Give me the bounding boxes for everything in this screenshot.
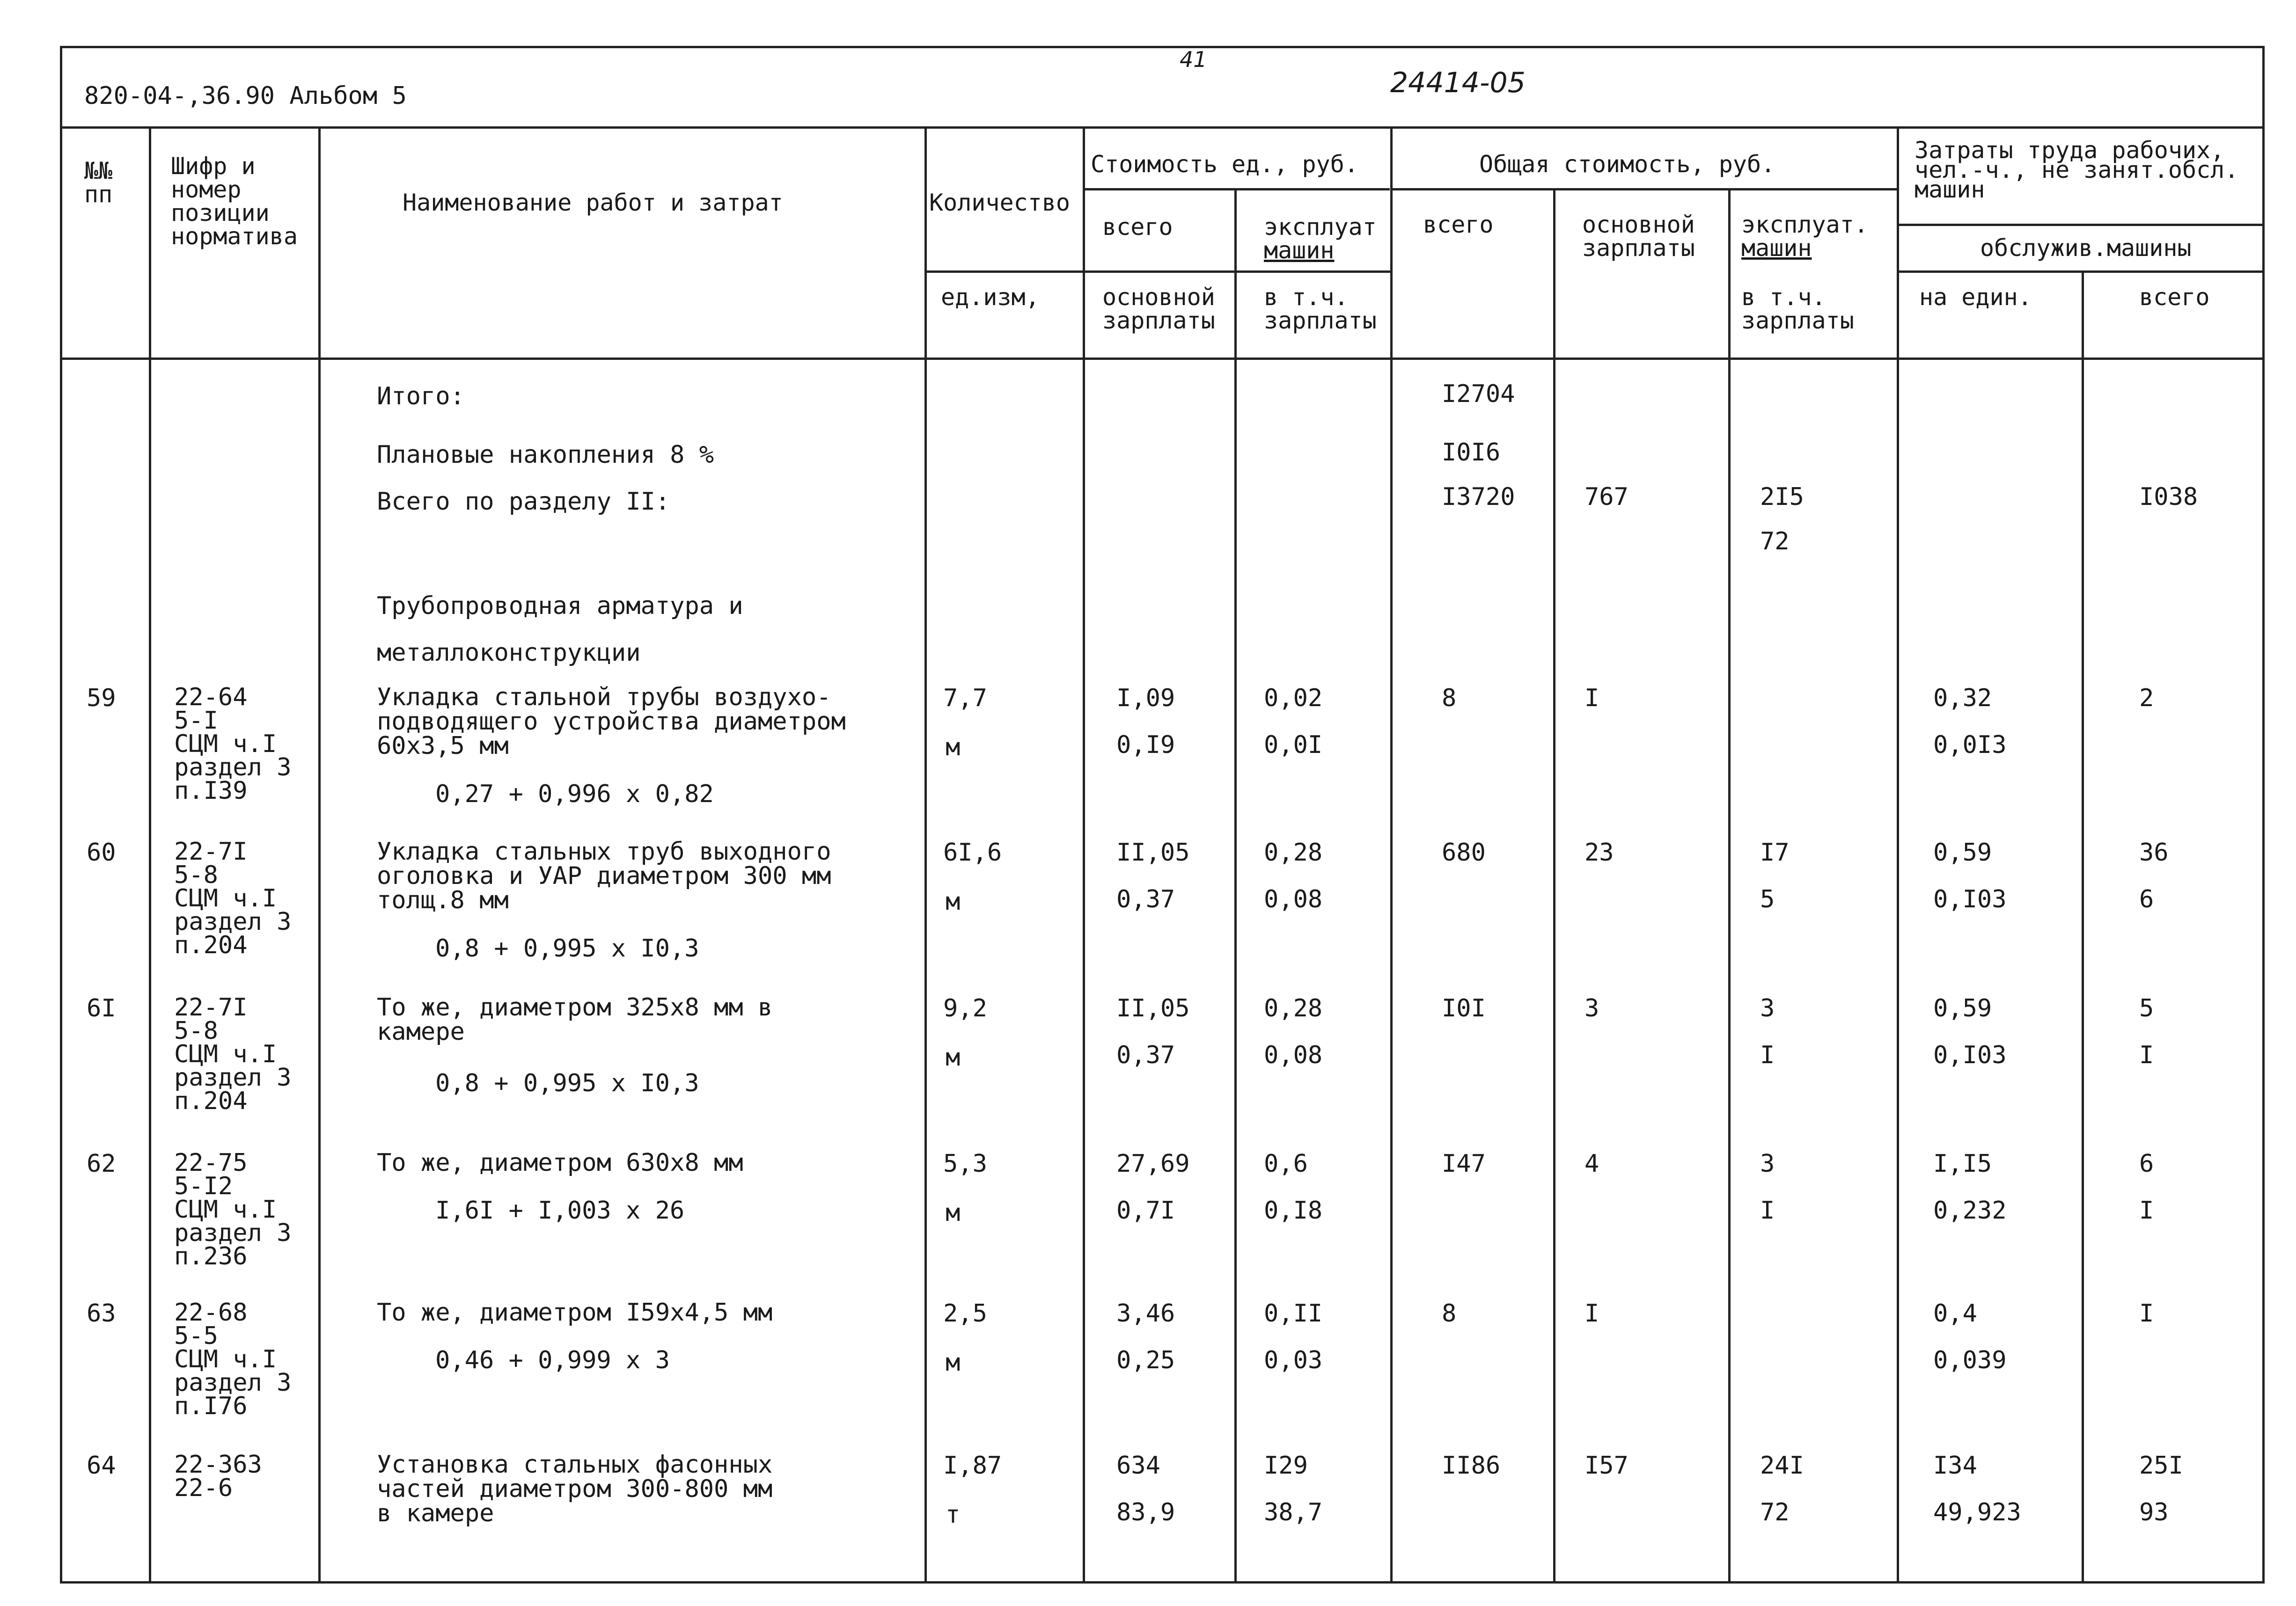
row-tc-total: 680 — [1442, 839, 1486, 867]
summary-section-labor: I038 — [2139, 483, 2198, 511]
row-code-line: п.236 — [174, 1242, 248, 1270]
row-num: 6I — [87, 994, 116, 1022]
album-reference: 820-04-,36.90 Альбом 5 — [84, 82, 407, 110]
row-qty: 5,3 — [943, 1150, 987, 1178]
row-code-line: п.I76 — [174, 1392, 248, 1420]
col-rule-4 — [1083, 126, 1085, 1584]
row-code-line: СЦМ ч.I — [174, 884, 277, 912]
row-code-line: 5-8 — [174, 861, 218, 889]
row-num: 59 — [87, 684, 116, 712]
row-name-line: То же, диаметром I59х4,5 мм — [377, 1299, 773, 1327]
row-code-line: 5-8 — [174, 1017, 218, 1045]
row-code-line: раздел 3 — [174, 908, 292, 936]
header-unit: ед.изм, — [941, 284, 1040, 311]
col-rule-3 — [924, 126, 927, 1584]
header-labor: Затраты труда рабочих, чел.-ч., не занят.обсл. машин — [1915, 137, 2239, 203]
row-labor-total2: 6 — [2139, 885, 2154, 913]
row-formula: 0,8 + 0,995 х I0,3 — [435, 934, 699, 963]
row-tc-total: I0I — [1442, 994, 1486, 1022]
row-name-line: Укладка стальной трубы воздухо- — [377, 683, 831, 711]
row-formula: 0,27 + 0,996 х 0,82 — [435, 780, 714, 808]
row-qty: 6I,6 — [943, 839, 1002, 867]
row-tc-total: 8 — [1442, 684, 1457, 712]
row-unit: м — [946, 888, 961, 916]
header-num: №№ пп — [84, 157, 113, 208]
row-labor-total: 6 — [2139, 1150, 2154, 1178]
row-name-line: камере — [377, 1018, 465, 1046]
row-qty: 2,5 — [943, 1299, 987, 1328]
row-uc-incl: 0,08 — [1264, 1041, 1323, 1069]
row-name-line: в камере — [377, 1499, 494, 1527]
row-tc-machines: 24I — [1760, 1452, 1804, 1480]
header-tc-wages: основной зарплаты — [1582, 211, 1695, 262]
labor-rule-2 — [1897, 270, 2265, 273]
row-tc-wages: I57 — [1584, 1452, 1628, 1480]
row-num: 62 — [87, 1150, 116, 1178]
row-code-line: п.I39 — [174, 777, 248, 805]
col-rule-6 — [1390, 126, 1393, 1584]
row-tc-machines: 3 — [1760, 994, 1775, 1022]
row-tc-wages: 23 — [1584, 839, 1614, 867]
row-unit: м — [946, 733, 961, 761]
row-code-line: раздел 3 — [174, 753, 292, 781]
row-uc-wages: 0,7I — [1116, 1197, 1175, 1225]
row-labor-unit2: 49,923 — [1933, 1498, 2021, 1526]
col-rule-8 — [1728, 188, 1731, 1584]
page-number: 41 — [1180, 47, 1207, 72]
row-labor-unit: 0,4 — [1933, 1299, 1977, 1328]
row-uc-total: 3,46 — [1116, 1299, 1175, 1328]
row-code-line: СЦМ ч.I — [174, 1196, 277, 1224]
header-total-cost: Общая стоимость, руб. — [1479, 151, 1775, 178]
header-code: Шифр и номер позиции норматива — [171, 153, 298, 250]
row-uc-machines: I29 — [1264, 1452, 1308, 1480]
row-uc-total: II,05 — [1116, 839, 1190, 867]
row-code-line: п.204 — [174, 1087, 248, 1115]
row-labor-total2: I — [2139, 1041, 2154, 1069]
header-labor-serv: обслужив.машины — [1980, 234, 2192, 262]
row-unit: м — [946, 1349, 961, 1377]
row-labor-unit: 0,59 — [1933, 994, 1992, 1022]
row-labor-unit2: 0,I03 — [1933, 1041, 2007, 1069]
row-tc-incl: I — [1760, 1197, 1775, 1225]
summary-plan-label: Плановые накопления 8 % — [377, 441, 714, 469]
row-labor-unit: 0,32 — [1933, 684, 1992, 712]
row-uc-wages: 0,25 — [1116, 1346, 1175, 1374]
col-rule-1 — [149, 126, 151, 1584]
row-tc-wages: I — [1584, 684, 1599, 712]
total-cost-rule — [1390, 188, 1897, 190]
summary-section-label: Всего по разделу II: — [377, 488, 670, 516]
row-uc-machines: 0,6 — [1264, 1150, 1308, 1178]
row-labor-unit2: 0,0I3 — [1933, 731, 2007, 759]
row-code-line: 22-64 — [174, 683, 248, 711]
row-uc-wages: 0,I9 — [1116, 731, 1175, 759]
row-uc-wages: 0,37 — [1116, 1041, 1175, 1069]
header-tc-incl: в т.ч. зарплаты — [1741, 284, 1854, 334]
row-name-line: оголовка и УАР диаметром 300 мм — [377, 862, 831, 890]
col-rule-2 — [318, 126, 321, 1584]
row-labor-unit: I,I5 — [1933, 1150, 1992, 1178]
row-tc-wages: I — [1584, 1299, 1599, 1328]
summary-section-wages: 767 — [1584, 483, 1628, 511]
row-labor-unit: 0,59 — [1933, 839, 1992, 867]
row-tc-total: I47 — [1442, 1150, 1486, 1178]
row-uc-wages: 83,9 — [1116, 1498, 1175, 1526]
row-unit: т — [946, 1501, 961, 1529]
header-labor-unit: на един. — [1919, 284, 2032, 311]
row-tc-wages: 4 — [1584, 1150, 1599, 1178]
row-unit: м — [946, 1199, 961, 1227]
summary-itogo-label: Итого: — [377, 382, 465, 410]
col-rule-10 — [2082, 270, 2084, 1584]
row-name-line: подводящего устройства диаметром — [377, 708, 846, 736]
row-labor-total2: 93 — [2139, 1498, 2169, 1526]
row-uc-incl: 0,0I — [1264, 731, 1323, 759]
row-code-line: 5-5 — [174, 1322, 218, 1350]
row-code-line: 22-7I — [174, 838, 248, 866]
row-num: 64 — [87, 1452, 116, 1480]
row-code-line: раздел 3 — [174, 1219, 292, 1247]
row-num: 60 — [87, 839, 116, 867]
row-code-line: 22-6 — [174, 1474, 233, 1502]
row-tc-machines: 3 — [1760, 1150, 1775, 1178]
row-labor-total: 5 — [2139, 994, 2154, 1022]
row-labor-total: 2 — [2139, 684, 2154, 712]
row-code-line: 5-I2 — [174, 1172, 233, 1200]
row-uc-incl: 0,03 — [1264, 1346, 1323, 1374]
header-quantity: Количество — [929, 189, 1071, 216]
group-title: Трубопроводная арматура и металлоконструкции — [377, 592, 743, 667]
summary-section-incl: 72 — [1760, 527, 1790, 555]
row-name-line: Установка стальных фасонных — [377, 1451, 773, 1479]
row-code-line: 22-7I — [174, 993, 248, 1022]
header-uc-incl: в т.ч. зарплаты — [1264, 284, 1377, 334]
row-labor-unit2: 0,I03 — [1933, 885, 2007, 913]
row-code-line: раздел 3 — [174, 1369, 292, 1397]
header-labor-total: всего — [2139, 284, 2210, 311]
header-uc-machines: эксплуат машин — [1264, 213, 1377, 264]
row-name-line: То же, диаметром 325х8 мм в — [377, 993, 773, 1022]
row-name-line: 60х3,5 мм — [377, 732, 509, 760]
row-uc-total: 27,69 — [1116, 1150, 1190, 1178]
row-code-line: 22-68 — [174, 1299, 248, 1327]
row-uc-machines: 0,28 — [1264, 994, 1323, 1022]
row-uc-total: II,05 — [1116, 994, 1190, 1022]
row-qty: I,87 — [943, 1452, 1002, 1480]
row-tc-incl: I — [1760, 1041, 1775, 1069]
subheader-rule — [924, 270, 1390, 273]
header-top-rule — [60, 126, 2265, 129]
labor-rule-1 — [1897, 224, 2265, 226]
header-unit-cost: Стоимость ед., руб. — [1091, 151, 1358, 178]
row-tc-total: 8 — [1442, 1299, 1457, 1328]
row-uc-total: 634 — [1116, 1452, 1160, 1480]
row-code-line: 22-75 — [174, 1149, 248, 1177]
row-uc-machines: 0,28 — [1264, 839, 1323, 867]
header-tc-total: всего — [1423, 211, 1494, 238]
summary-itogo-total: I2704 — [1442, 380, 1515, 408]
summary-plan-total: I0I6 — [1442, 438, 1501, 467]
row-labor-total: 36 — [2139, 839, 2169, 867]
header-bottom-rule — [60, 358, 2265, 360]
row-code-line: СЦМ ч.I — [174, 1345, 277, 1373]
row-qty: 9,2 — [943, 994, 987, 1022]
col-rule-9 — [1897, 126, 1899, 1584]
row-num: 63 — [87, 1299, 116, 1328]
header-uc-wages: основной зарплаты — [1102, 284, 1215, 334]
row-formula: 0,46 + 0,999 х 3 — [435, 1346, 670, 1374]
header-tc-machines: эксплуат. машин — [1741, 211, 1868, 262]
row-uc-machines: 0,02 — [1264, 684, 1323, 712]
row-uc-machines: 0,II — [1264, 1299, 1323, 1328]
row-labor-unit2: 0,039 — [1933, 1346, 2007, 1374]
row-code-line: раздел 3 — [174, 1064, 292, 1092]
row-formula: I,6I + I,003 х 26 — [435, 1197, 685, 1225]
header-name: Наименование работ и затрат — [403, 189, 783, 216]
col-rule-7 — [1553, 188, 1555, 1584]
row-labor-unit: I34 — [1933, 1452, 1977, 1480]
row-uc-incl: 38,7 — [1264, 1498, 1323, 1526]
row-uc-incl: 0,08 — [1264, 885, 1323, 913]
row-tc-machines: I7 — [1760, 839, 1790, 867]
row-labor-total: 25I — [2139, 1452, 2183, 1480]
row-code-line: п.204 — [174, 931, 248, 959]
row-unit: м — [946, 1044, 961, 1072]
col-rule-5 — [1234, 188, 1237, 1584]
row-uc-wages: 0,37 — [1116, 885, 1175, 913]
row-name-line: Укладка стальных труб выходного — [377, 838, 831, 866]
row-name-line: толщ.8 мм — [377, 886, 509, 914]
row-formula: 0,8 + 0,995 х I0,3 — [435, 1069, 699, 1097]
summary-section-machines: 2I5 — [1760, 483, 1804, 511]
row-tc-incl: 5 — [1760, 885, 1775, 913]
row-code-line: 22-363 — [174, 1451, 262, 1479]
row-code-line: СЦМ ч.I — [174, 1040, 277, 1068]
row-qty: 7,7 — [943, 684, 987, 712]
row-labor-total2: I — [2139, 1197, 2154, 1225]
row-code-line: 5-I — [174, 707, 218, 735]
row-tc-total: II86 — [1442, 1452, 1501, 1480]
row-name-line: частей диаметром 300-800 мм — [377, 1475, 773, 1503]
row-labor-total: I — [2139, 1299, 2154, 1328]
row-uc-incl: 0,I8 — [1264, 1197, 1323, 1225]
row-tc-wages: 3 — [1584, 994, 1599, 1022]
handwritten-code: 24414-05 — [1390, 66, 1526, 99]
row-uc-total: I,09 — [1116, 684, 1175, 712]
summary-section-total: I3720 — [1442, 483, 1515, 511]
header-uc-total: всего — [1102, 213, 1173, 241]
row-tc-incl: 72 — [1760, 1498, 1790, 1526]
row-labor-unit2: 0,232 — [1933, 1197, 2007, 1225]
row-code-line: СЦМ ч.I — [174, 730, 277, 758]
row-name-line: То же, диаметром 630х8 мм — [377, 1149, 743, 1177]
